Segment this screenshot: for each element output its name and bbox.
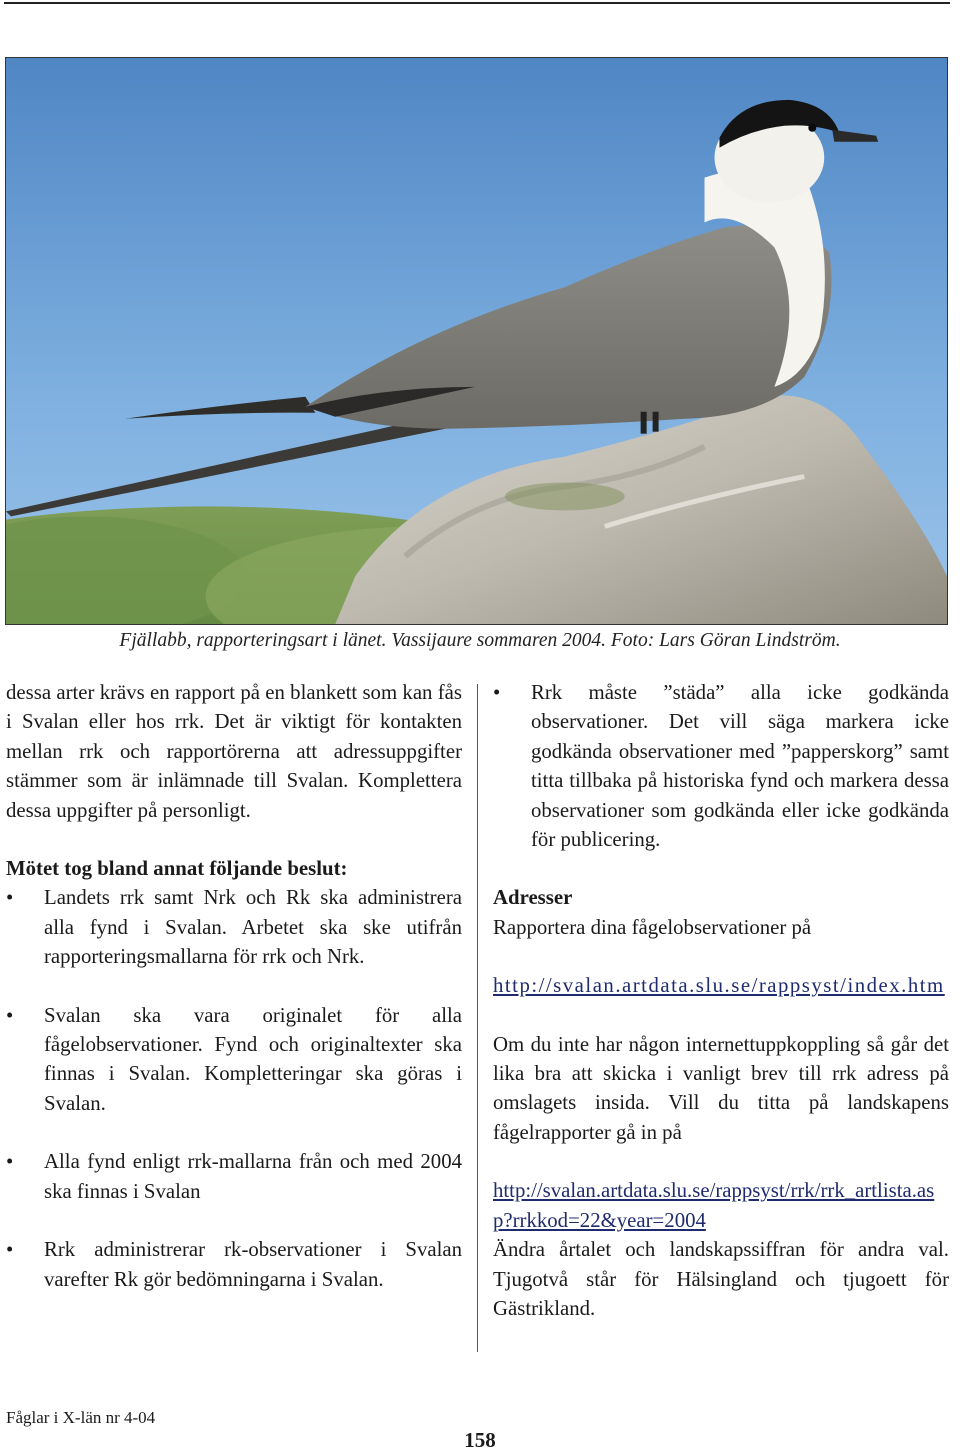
intro-paragraph: dessa arter krävs en rapport på en blankett som kan fås i Svalan eller hos rrk. Det är viktigt för kontakten mellan rrk och rapportörerna att adressuppgifter stämmer som är inlämnade till Svalan. Komplettera dessa uppgifter på personligt. <box>6 681 462 822</box>
bullet-item <box>493 678 949 854</box>
bullet-icon: • <box>493 681 501 704</box>
bullet-icon: • <box>6 1150 14 1174</box>
left-column <box>6 678 462 1294</box>
bullet-icon: • <box>6 886 14 910</box>
bullet-item <box>6 1001 462 1119</box>
closing-paragraph: Ändra årtalet och landskapssiffran för andra val. Tjugotvå står för Hälsingland och tjugoett för Gästrikland. <box>493 1238 949 1320</box>
bullet-icon: • <box>6 1003 14 1027</box>
top-rule <box>4 2 950 4</box>
addresses-heading: Adresser <box>493 886 573 910</box>
bird-photo <box>5 57 948 625</box>
bullet-text: Rrk måste ”städa” alla icke godkända observationer. Det vill säga markera icke godkända observationer med ”papperskorg” samt titta tillbaka på historiska fynd och markera dessa observationer som godkända eller icke godkända för publicering. <box>531 681 949 852</box>
bullet-item <box>6 1147 462 1206</box>
long-tailed-skua-illustration <box>6 58 947 624</box>
column-divider <box>477 684 478 1352</box>
page-number: 158 <box>464 1428 496 1452</box>
bullet-text: Alla fynd enligt rrk-mallarna från och med 2004 ska finnas i Svalan <box>44 1150 462 1203</box>
right-column <box>493 678 949 1323</box>
publication-footer: Fåglar i X-län nr 4-04 <box>6 1408 156 1427</box>
bullet-text: Rrk administrerar rk-observationer i Svalan varefter Rk gör bedömningarna i Svalan. <box>44 1238 462 1291</box>
bullet-icon: • <box>6 1238 14 1262</box>
decisions-heading: Mötet tog bland annat följande beslut: <box>6 857 348 881</box>
bullet-item <box>6 883 462 971</box>
svalan-report-link[interactable]: http://svalan.artdata.slu.se/rappsyst/index.htm <box>493 974 945 998</box>
rrk-artlista-link[interactable]: http://svalan.artdata.slu.se/rappsyst/rrk/rrk_artlista.asp?rrkkod=22&year=2004 <box>493 1179 935 1232</box>
report-text: Rapportera dina fågelobservationer på <box>493 915 812 939</box>
bullet-text: Landets rrk samt Nrk och Rk ska administrera alla fynd i Svalan. Arbetet ska ske utifrån rapporteringsmallarna för rrk och Nrk. <box>44 886 462 969</box>
bullet-text: Svalan ska vara originalet för alla fågelobservationer. Fynd och originaltexter ska finnas i Svalan. Kompletteringar ska göras i Svalan. <box>44 1003 462 1115</box>
bullet-item <box>6 1235 462 1294</box>
photo-caption: Fjällabb, rapporteringsart i länet. Vassijaure sommaren 2004. Foto: Lars Göran Lindström. <box>119 630 841 651</box>
no-internet-paragraph: Om du inte har någon internettuppkoppling så går det lika bra att skicka i vanligt brev till rrk adress på omslagets insida. Vill du titta på landskapens fågelrapporter gå in på <box>493 1032 949 1144</box>
